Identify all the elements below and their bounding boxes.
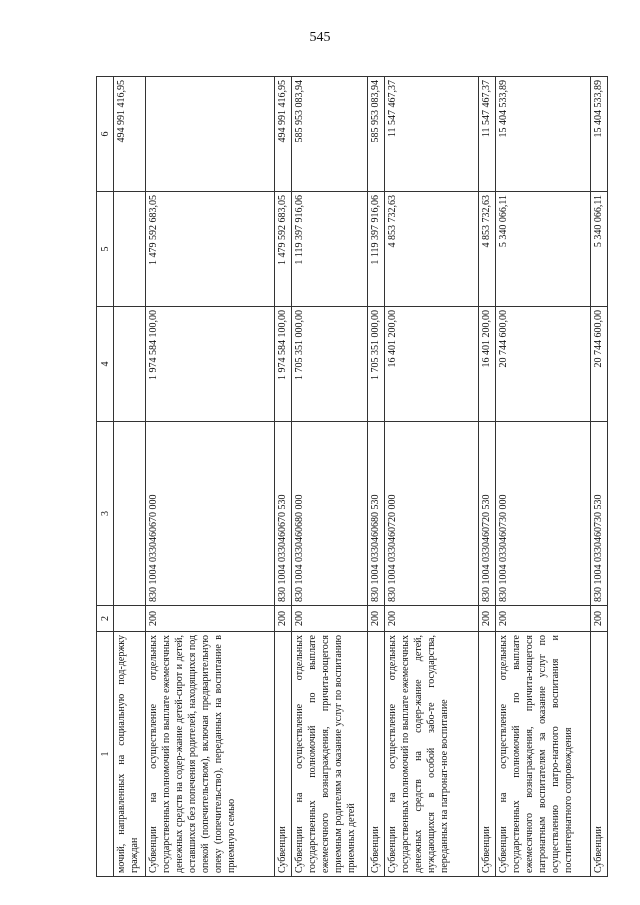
page-number: 545 <box>309 30 331 45</box>
row-name: Субвенции на осуществление отдельных государственных полномочий по выплате ежемесячных денежных средств на содер-жание детей, нуждающихся в особой забо-те государства, переданных на патронат-ное воспитание <box>384 632 478 877</box>
header-row <box>97 77 114 877</box>
table-row <box>275 77 292 877</box>
row-code: 200 <box>384 606 478 632</box>
row-approved: 1 974 584 100,00 <box>275 307 292 422</box>
row-approved: 20 744 600,00 <box>590 307 607 422</box>
column-header-6: 6 <box>97 77 114 192</box>
row-code: 200 <box>275 606 292 632</box>
row-executed: 1 479 592 683,05 <box>146 192 275 307</box>
budget-execution-table <box>96 76 608 877</box>
row-approved: 16 401 200,00 <box>479 307 496 422</box>
row-kbk: 830 1004 0330460680 000 <box>292 422 367 606</box>
column-header-2: 2 <box>97 606 114 632</box>
row-kbk: 830 1004 0330460730 000 <box>496 422 590 606</box>
row-executed: 5 340 066,11 <box>496 192 590 307</box>
row-unexecuted: 11 547 467,37 <box>384 77 478 192</box>
column-header-5: 5 <box>97 192 114 307</box>
table-row <box>292 77 367 877</box>
row-unexecuted: 585 953 083,94 <box>367 77 384 192</box>
row-executed: 4 853 732,63 <box>479 192 496 307</box>
table-row <box>114 77 146 877</box>
row-code: 200 <box>496 606 590 632</box>
row-name: Субвенции <box>275 632 292 877</box>
row-name: Субвенции <box>590 632 607 877</box>
row-unexecuted: 11 547 467,37 <box>479 77 496 192</box>
row-executed: 1 479 592 683,05 <box>275 192 292 307</box>
row-kbk: 830 1004 0330460670 530 <box>275 422 292 606</box>
row-executed: 4 853 732,63 <box>384 192 478 307</box>
row-executed: 1 119 397 916,06 <box>292 192 367 307</box>
row-approved: 1 705 351 000,00 <box>367 307 384 422</box>
rotated-table-container <box>96 77 608 877</box>
row-approved: 1 705 351 000,00 <box>292 307 367 422</box>
row-kbk <box>114 422 146 606</box>
row-kbk: 830 1004 0330460720 530 <box>479 422 496 606</box>
row-kbk: 830 1004 0330460670 000 <box>146 422 275 606</box>
row-executed: 1 119 397 916,06 <box>367 192 384 307</box>
row-approved <box>114 307 146 422</box>
row-name: Субвенции <box>479 632 496 877</box>
row-code: 200 <box>479 606 496 632</box>
row-code: 200 <box>292 606 367 632</box>
row-name: Субвенции <box>367 632 384 877</box>
row-unexecuted: 494 991 416,95 <box>275 77 292 192</box>
row-unexecuted: 15 404 533,89 <box>496 77 590 192</box>
row-kbk: 830 1004 0330460680 530 <box>367 422 384 606</box>
table-row <box>384 77 478 877</box>
row-executed: 5 340 066,11 <box>590 192 607 307</box>
row-unexecuted <box>146 77 275 192</box>
row-kbk: 830 1004 0330460730 530 <box>590 422 607 606</box>
row-name: мочий, направленных на социальную под-держку граждан <box>114 632 146 877</box>
table-row <box>367 77 384 877</box>
row-executed <box>114 192 146 307</box>
row-name: Субвенции на осуществление отдельных государственных полномочий по выплате ежемесячного вознаграждения, причита-ющегося приемным родителям за оказание услуг по воспитанию приемных детей <box>292 632 367 877</box>
table-row <box>146 77 275 877</box>
column-header-3: 3 <box>97 422 114 606</box>
row-code: 200 <box>590 606 607 632</box>
row-code <box>114 606 146 632</box>
row-name: Субвенции на осуществление отдельных государственных полномочий по выплате ежемесячного вознаграждения, причита-ющегося патронатным воспитателям за оказание услуг по осуществлению патро-натного воспитания и постинтернатного сопровождения <box>496 632 590 877</box>
row-name: Субвенции на осуществление отдельных государственных полномочий по выплате ежемесячных денежных средств на содер-жание детей-сирот и детей, оставшихся без попечения родителей, находящихся под опекой (попечительством), включая предварительную опеку (попечительство), переданных на воспитание в приемную семью <box>146 632 275 877</box>
row-unexecuted: 15 404 533,89 <box>590 77 607 192</box>
column-header-1: 1 <box>97 632 114 877</box>
table-row <box>496 77 590 877</box>
row-approved: 1 974 584 100,00 <box>146 307 275 422</box>
row-kbk: 830 1004 0330460720 000 <box>384 422 478 606</box>
row-code: 200 <box>367 606 384 632</box>
column-header-4: 4 <box>97 307 114 422</box>
row-code: 200 <box>146 606 275 632</box>
row-approved: 16 401 200,00 <box>384 307 478 422</box>
row-unexecuted: 494 991 416,95 <box>114 77 146 192</box>
row-approved: 20 744 600,00 <box>496 307 590 422</box>
table-row <box>479 77 496 877</box>
table-row <box>590 77 607 877</box>
row-unexecuted: 585 953 083,94 <box>292 77 367 192</box>
